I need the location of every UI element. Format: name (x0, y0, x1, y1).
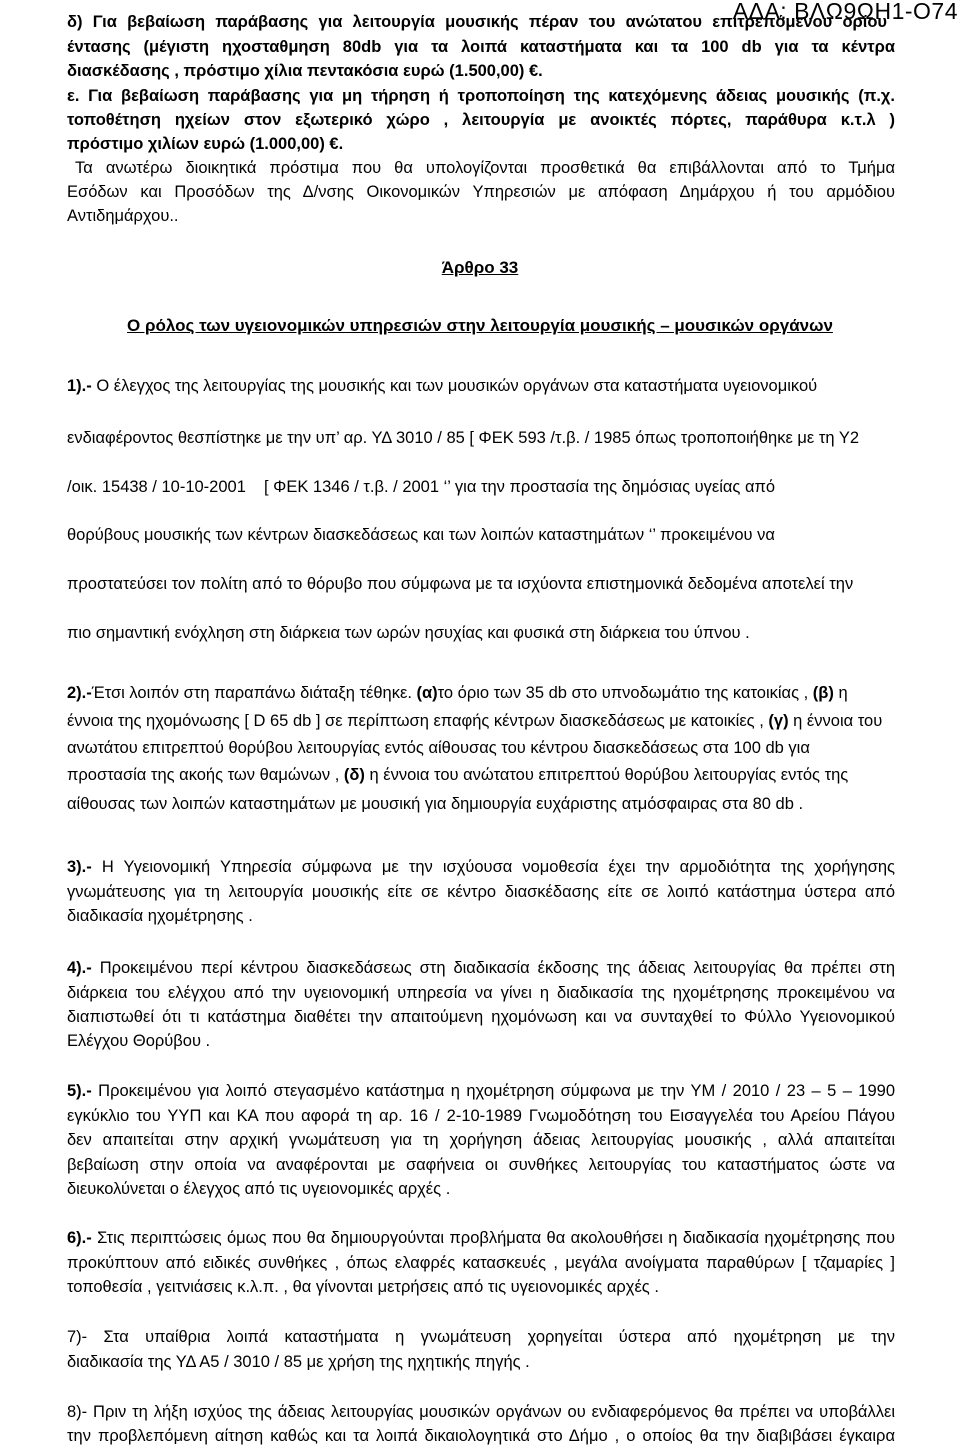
penalty-e-line-1: ε. Για βεβαίωση παράβασης για μη τήρηση ή τροποποίηση της κατεχόμενης άδειας μουσικής (π.χ. (67, 87, 895, 105)
penalty-note-line-3: Αντιδημάρχου.. (67, 207, 179, 225)
para5-line-1 (67, 1081, 895, 1101)
para2-text-1a: Έτσι λοιπόν στη παραπάνω διάταξη τέθηκε. (91, 684, 412, 702)
para6-line-3: τοποθεσία , γειτνιάσεις κ.λ.π. , θα γίνονται μετρήσεις από τις υγειονομικές αρχές . (67, 1278, 659, 1296)
document-code: ΑΔΑ: ΒΛΩ9ΩΗ1-Ο74 (732, 0, 958, 24)
para2-text-1e: η (833, 684, 848, 702)
para6-line-2: προκύπτουν από ειδικές συνθήκες , όπως ελαφρές κατασκευές , μεγάλα ανοίγματα παραθύρων [ τζαμαρίες ] (67, 1254, 895, 1272)
para2-line-1 (67, 683, 895, 703)
para8-line-2: την προβλεπόμενη αίτηση καθώς και τα λοιπά δικαιολογητικά στο Δήμο , ο οποίος θα την διαβιβάσει έγκαιρα (67, 1427, 895, 1445)
para2-text-2c: η έννοια του (788, 712, 883, 730)
para2-line-2 (67, 711, 895, 731)
para2-text-4a: προστασία της ακοής των θαμώνων , (67, 766, 340, 784)
para4-line-3: διαπιστωθεί ότι τι κατάστημα διαθέτει την απαιτούμενη ηχομόνωση και να συνταχθεί το Φύλλο Υγειονομικού (67, 1008, 895, 1026)
para7-line-2: διαδικασία της ΥΔ Α5 / 3010 / 85 με χρήση της ηχητικής πηγής . (67, 1353, 530, 1371)
para5-line-5: διευκολύνεται ο έλεγχος από τις υγειονομικές αρχές . (67, 1180, 451, 1198)
penalty-e-line-3: πρόστιμο χιλίων ευρώ (1.000,00) €. (67, 135, 344, 153)
para2-item-c: (γ) (768, 712, 789, 730)
penalty-note-line-1: Τα ανωτέρω διοικητικά πρόστιμα που θα υπολογίζονται προσθετικά θα επιβάλλονται από το Τμήμα (75, 159, 895, 177)
article-number: Άρθρο 33 (441, 258, 519, 277)
para4-line-1 (67, 958, 895, 978)
para1-line-5: προστατεύσει τον πολίτη από το θόρυβο που σύμφωνα με τα ισχύοντα επιστημονικά δεδομένα αποτελεί την (67, 575, 854, 593)
para4-line-4: Ελέγχου Θορύβου . (67, 1032, 211, 1050)
para1-line-4: θορύβους μουσικής των κέντρων διασκεδάσεως και των λοιπών καταστημάτων ‘’ προκειμένου να (67, 526, 775, 544)
para3-number: 3).- (67, 858, 92, 876)
penalty-e-line-2: τοποθέτηση ηχείων στον εξωτερικό χώρο , λειτουργία με ανοικτές πόρτες, παράθυρα κ.τ.λ ) (67, 111, 895, 129)
para6-text-1: Στις περιπτώσεις όμως που θα δημιουργούνται προβλήματα θα ακολουθήσει η διαδικασία ηχομέτρησης που (91, 1229, 895, 1247)
para1-text-1: Ο έλεγχος της λειτουργίας της μουσικής και των μουσικών οργάνων στα καταστήματα υγειονομικού (91, 377, 818, 395)
penalty-d-line-3: διασκέδασης , πρόστιμο χίλια πεντακόσια ευρώ (1.500,00) €. (67, 62, 543, 80)
para2-text-4c: η έννοια του ανώτατου επιτρεπτού θορύβου λειτουργίας εντός της (364, 766, 849, 784)
para5-number: 5).- (67, 1082, 92, 1100)
para2-line-5: αίθουσας των λοιπών καταστημάτων με μουσική για δημιουργία ευχάριστης ατμόσφαιρας στα 80 db . (67, 795, 804, 813)
para7-line-1: 7)- Στα υπαίθρια λοιπά καταστήματα η γνωμάτευση χορηγείται ύστερα από ηχομέτρηση με την (67, 1328, 895, 1346)
para2-item-a: (α) (416, 684, 438, 702)
para1-line-3b: [ ΦΕΚ 1346 / τ.β. / 2001 ‘’ για την προστασία της δημόσιας υγείας από (264, 478, 776, 496)
article-title: Ο ρόλος των υγειονομικών υπηρεσιών στην λειτουργία μουσικής – μουσικών οργάνων (127, 316, 833, 335)
para3-line-3: διαδικασία ηχομέτρησης . (67, 907, 253, 925)
penalty-d-line-2: έντασης (μέγιστη ηχοσταθμηση 80db για τα λοιπά καταστήματα και τα 100 db για τα κέντρα (67, 38, 895, 56)
para2-item-d: (δ) (343, 766, 365, 784)
penalty-d-line-1: δ) Για βεβαίωση παράβασης για λειτουργία μουσικής πέραν του ανώτατου επιτρεπόμενου ορίου (67, 13, 887, 31)
para5-line-4: βεβαίωση στην οποία να αναφέρονται με σαφήνεια οι συνθήκες λειτουργίας του καταστήματος ώστε να (67, 1156, 895, 1174)
para6-line-1 (67, 1228, 895, 1248)
para3-text-1: Η Υγειονομική Υπηρεσία σύμφωνα με την ισχύουσα νομοθεσία έχει την αρμοδιότητα της χορήγησης (91, 858, 895, 876)
para1-number: 1).- (67, 377, 92, 395)
para6-number: 6).- (67, 1229, 92, 1247)
para5-line-2: εγκύκλιο του ΥΥΠ και ΚΑ που αφορά τη αρ. 16 / 2-10-1989 Γνωμοδότηση του Εισαγγελέα του Αρείου Πάγου (67, 1107, 895, 1125)
para4-line-2: διάρκεια του ελέγχου από την υγειονομική υπηρεσία να γίνει η διαδικασία της ηχομέτρησης προκειμένου να (67, 984, 895, 1002)
para2-text-1c: το όριο των 35 db στο υπνοδωμάτιο της κατοικίας , (437, 684, 809, 702)
para1-line-6: πιο σημαντική ενόχληση στη διάρκεια των ωρών ησυχίας και φυσικά στη διάρκεια του ύπνου . (67, 624, 750, 642)
para4-number: 4).- (67, 959, 92, 977)
para1-line-3a: /οικ. 15438 / 10-10-2001 (67, 478, 246, 496)
penalty-note-line-2: Εσόδων και Προσόδων της Δ/νσης Οικονομικών Υπηρεσιών με απόφαση Δημάρχου ή του αρμόδιου (67, 183, 895, 201)
para5-text-1: Προκειμένου για λοιπό στεγασμένο κατάστημα η ηχομέτρηση σύμφωνα με την ΥΜ / 2010 / 23 – 5 – 1990 (91, 1082, 895, 1100)
para1-line-1 (67, 376, 895, 396)
para5-line-3: δεν απαιτείται στην αρχική γνωμάτευση για τη χορήγηση άδειας λειτουργίας μουσικής , αλλά απαιτείται (67, 1131, 895, 1149)
para2-line-4 (67, 765, 895, 785)
para2-text-2a: έννοια της ηχομόνωσης [ D 65 db ] σε περίπτωση επαφής κέντρων διασκεδάσεως με κατοικίες , (67, 712, 764, 730)
para2-item-b: (β) (812, 684, 834, 702)
para2-line-3: ανωτάτου επιτρεπτού θορύβου λειτουργίας εντός αίθουσας του κέντρου διασκεδάσεως στα 100 db για (67, 739, 810, 757)
para1-line-2: ενδιαφέροντος θεσπίστηκε με την υπ’ αρ. ΥΔ 3010 / 85 [ ΦΕΚ 593 /τ.β. / 1985 όπως τροποποιήθηκε με τη Υ2 (67, 429, 859, 447)
para3-line-2: γνωμάτευσης για τη λειτουργία μουσικής είτε σε κέντρο διασκέδασης είτε σε λοιπό κατάστημα ύστερα από (67, 883, 895, 901)
para3-line-1 (67, 857, 895, 877)
para2-number: 2).- (67, 684, 92, 702)
para8-line-1: 8)- Πριν τη λήξη ισχύος της άδειας λειτουργίας μουσικών οργάνων ου ενδιαφερόμενος θα πρέπει να υποβάλλει (67, 1403, 895, 1421)
para4-text-1: Προκειμένου περί κέντρου διασκεδάσεως στη διαδικασία έκδοσης της άδειας λειτουργίας θα πρέπει στη (91, 959, 895, 977)
